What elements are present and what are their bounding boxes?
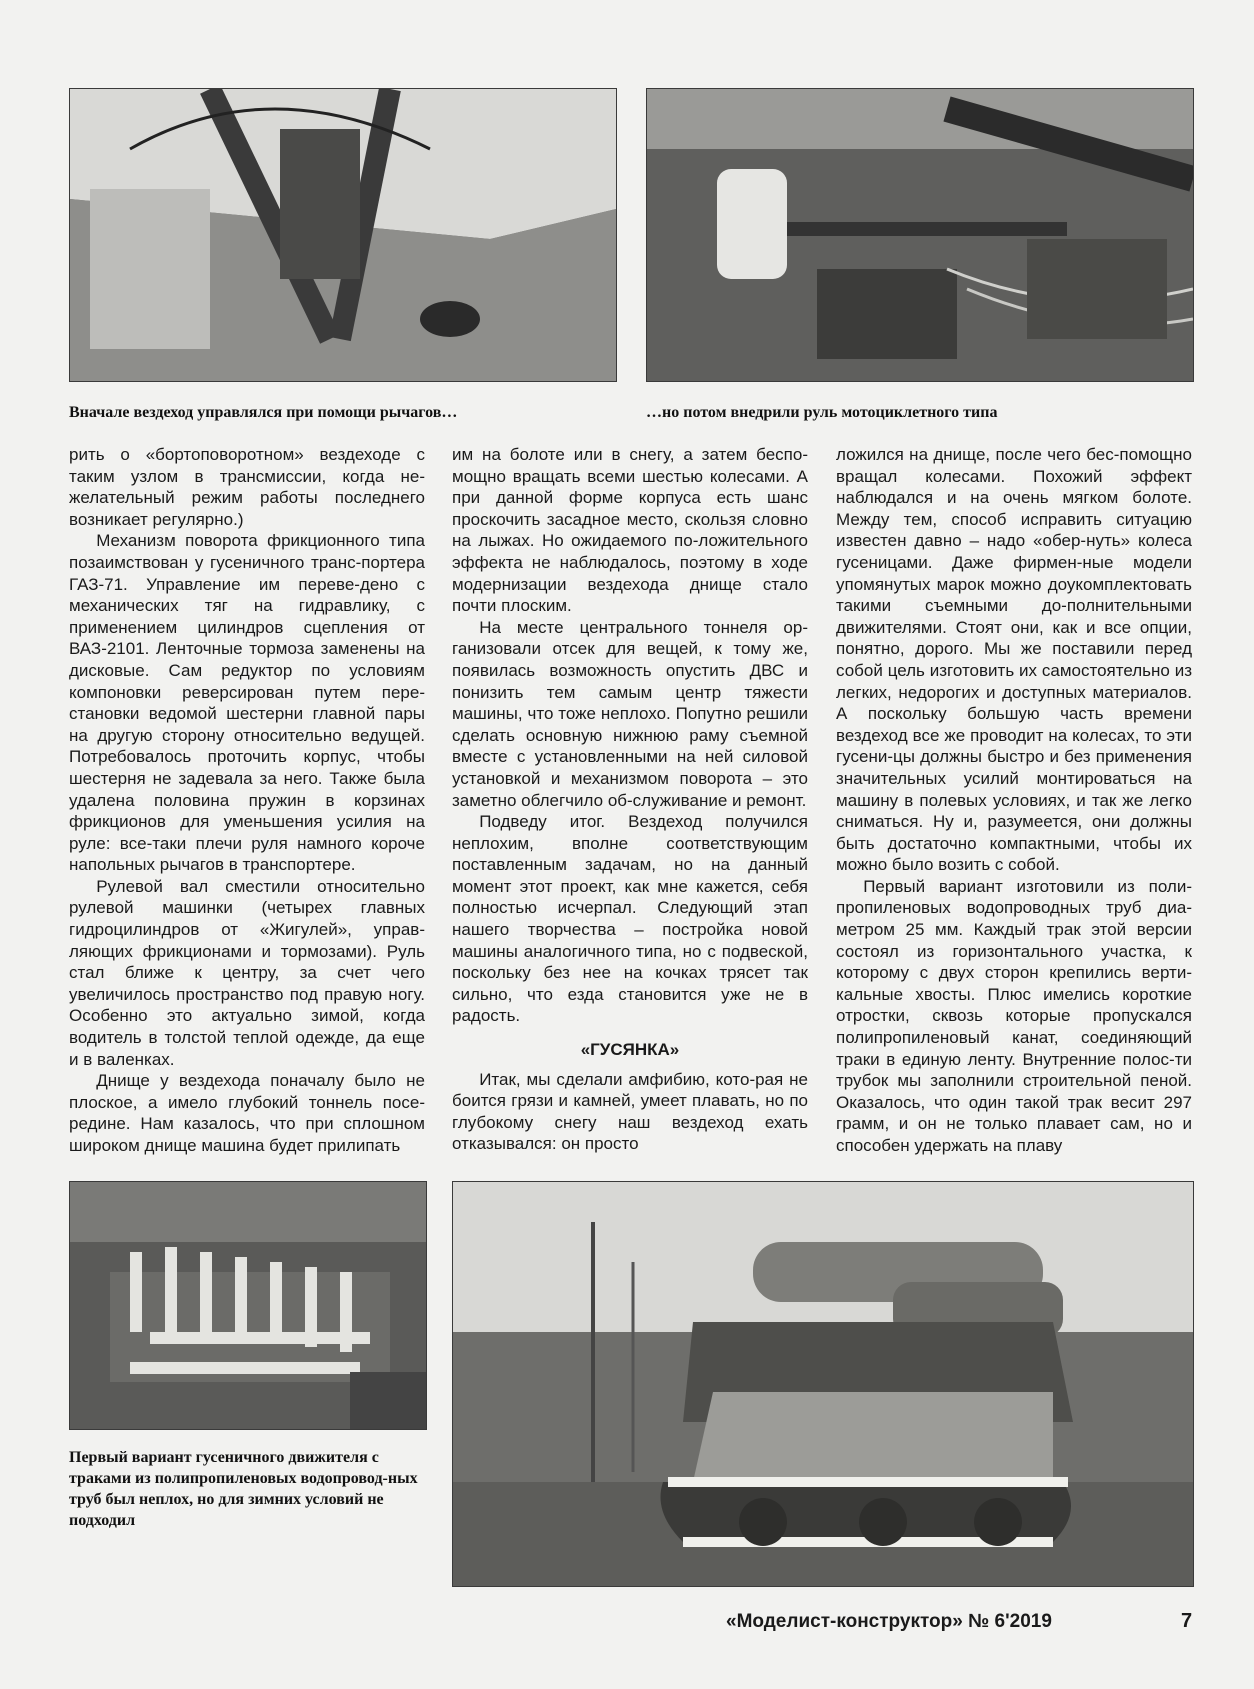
- caption-handlebar: …но потом внедрили руль мотоциклетного типа: [646, 404, 998, 421]
- photo-vehicle-field: [452, 1181, 1194, 1587]
- caption-pipe-tracks: Первый вариант гусеничного движителя с траками из полипропиленовых водопровод-ных труб был неплох, но для зимних условий не подходил: [69, 1449, 418, 1529]
- paragraph: Днище у вездехода поначалу было не плоское, а имело глубокий тоннель посе-редине. Нам казалось, что при сплошном широком днище машина будет прилипать: [69, 1071, 425, 1155]
- paragraph: им на болоте или в снегу, а затем беспо-мощно вращать всеми шестью колесами. А при данной форме корпуса есть шанс проскочить засадное место, скользя словно на лыжах. Но ожидаемого по-ложительного эффекта не наблюдалось, поэтому в ходе модернизации вездехода днище стало почти плоским.: [452, 445, 808, 616]
- paragraph: Механизм поворота фрикционного типа позаимствован у гусеничного транс-портера ГАЗ-71. Управление им переве-дено с механических тяг на гидравлику, с применением цилиндров сцепления от ВАЗ-2101. Ленточные тормоза заменены на дисковые. Сам редуктор по условиям компоновки реверсирован путем пере-становки ведомой шестерни главной пары на другую сторону относительно ведущей. Потребовалось проточить корпус, чтобы шестерня не задевала за него. Также была удалена половина пружин в корзинах фрикционов для уменьшения усилия на руле: все-таки плечи руля намного короче напольных рычагов в транспортере.: [69, 531, 425, 875]
- article-column-2: [452, 444, 808, 1155]
- article-column-3: [836, 444, 1192, 1157]
- section-heading: «ГУСЯНКА»: [580, 1040, 680, 1060]
- photo-pipe-tracks: [69, 1181, 427, 1430]
- paragraph: рить о «бортоповоротном» вездеходе с таким узлом в трансмиссии, когда не-желательный режим работы последнего возникает регулярно.): [69, 445, 425, 529]
- page-number: 7: [1181, 1610, 1193, 1632]
- caption-levers: Вначале вездеход управлялся при помощи рычагов…: [69, 404, 458, 421]
- paragraph: Первый вариант изготовили из поли-пропиленовых водопроводных труб диа-метром 25 мм. Каждый трак этой версии состоял из горизонтального участка, к которому с двух сторон крепились верти-кальные хвосты. Плюс имелись короткие отростки, сквозь которые пропускался полипропиленовый канат, соединяющий траки в единую ленту. Внутренние полос-ти трубок мы заполнили строительной пеной. Оказалось, что один такой трак весит 297 грамм, и он не только плавает сам, но и способен удержать на плаву: [836, 876, 1192, 1155]
- paragraph: Подведу итог. Вездеход получился неплохим, вполне соответствующим поставленным задачам, но на данный момент этот проект, как мне кажется, себя полностью исчерпал. Следующий этап нашего творчества – постройка новой машины аналогичного типа, но с подвеской, поскольку без нее на кочках трясет так сильно, что езда становится уже не в радость.: [452, 812, 808, 1026]
- article-column-1: [69, 444, 425, 1157]
- paragraph: Итак, мы сделали амфибию, кото-рая не боится грязи и камней, умеет плавать, но по глубокому снегу наш вездеход ехать отказывался: он просто: [452, 1069, 808, 1154]
- paragraph: Рулевой вал сместили относительно рулевой машинки (четырех главных гидроцилиндров от «Жигулей», управ-ляющих фрикционами и тормозами). Руль стал ближе к центру, за счет чего увеличилось пространство под правую ногу. Особенно это актуально зимой, когда водитель в толстой теплой одежде, да еще и в валенках.: [69, 876, 425, 1069]
- magazine-issue: «Моделист-конструктор» № 6'2019: [726, 1611, 1052, 1632]
- photo-handlebar: [646, 88, 1194, 382]
- photo-levers: [69, 88, 617, 382]
- paragraph: На месте центрального тоннеля ор-ганизовали отсек для вещей, к тому же, появилась возможность опустить ДВС и понизить тем самым центр тяжести машины, что тоже неплохо. Попутно решили сделать основную нижнюю раму съемной вместе с установленными на ней силовой установкой и механизмом поворота – это заметно облегчило об-служивание и ремонт.: [452, 617, 808, 810]
- paragraph: ложился на днище, после чего бес-помощно вращал колесами. Похожий эффект наблюдался и на очень мягком болоте. Между тем, способ исправить ситуацию известен давно – надо «обер-нуть» колеса гусеницами. Даже фирмен-ные модели упомянутых марок можно доукомплектовать такими съемными до-полнительными движителями. Стоят они, как и все опции, понятно, дорого. Мы же поставили перед собой цель изготовить их самостоятельно из легких, недорогих и доступных материалов. А поскольку большую часть времени вездеход все же проводит на колесах, то эти гусени-цы должны быстро и без применения значительных усилий монтироваться на машину в полевых условиях, и так же легко сниматься. Ну и, разумеется, они должны быть достаточно компактными, чтобы их можно было возить с собой.: [836, 445, 1192, 875]
